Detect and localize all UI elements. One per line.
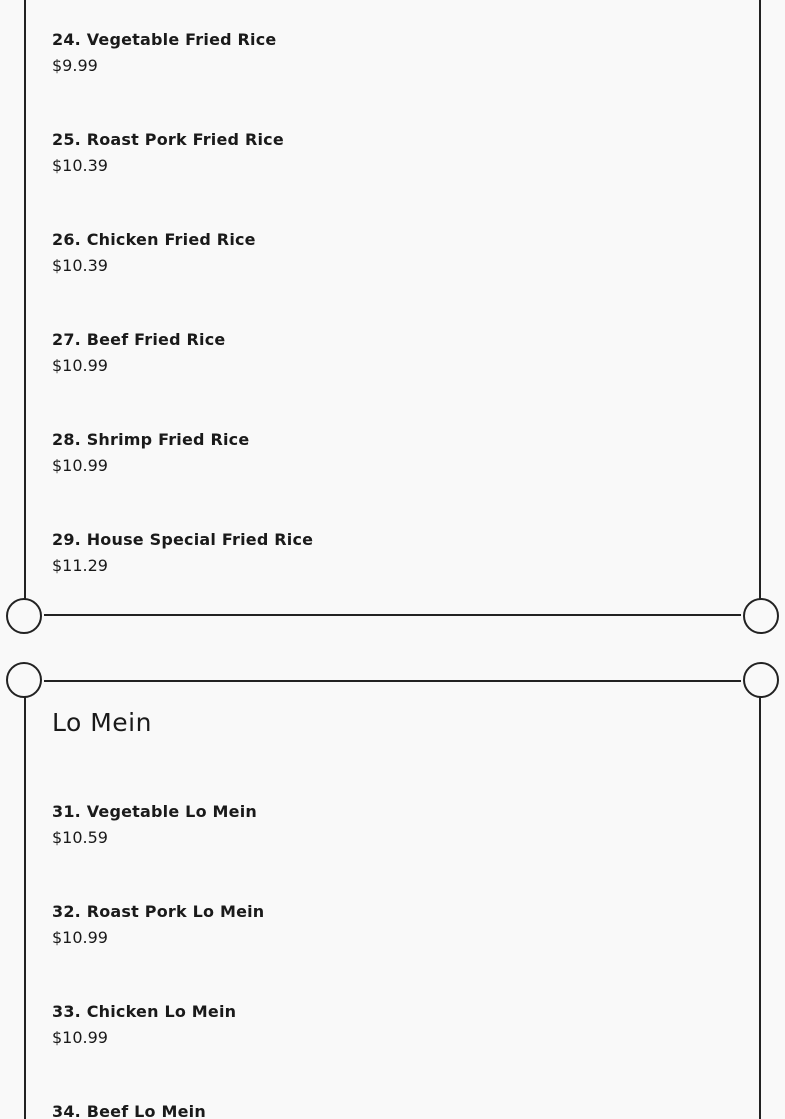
menu-item-name: 28. Shrimp Fried Rice (52, 430, 250, 449)
menu-item-name: 33. Chicken Lo Mein (52, 1002, 237, 1021)
menu-item[interactable] (52, 130, 652, 176)
section-title: Lo Mein (52, 708, 152, 737)
menu-item-price: $10.99 (52, 456, 108, 475)
menu-item[interactable] (52, 802, 652, 848)
menu-item-name: 27. Beef Fried Rice (52, 330, 226, 349)
menu-item[interactable] (52, 1102, 652, 1119)
card-corner-top-right (743, 662, 779, 698)
menu-item-name: 24. Vegetable Fried Rice (52, 30, 277, 49)
menu-item[interactable] (52, 530, 652, 576)
card-corner-bottom-left (6, 598, 42, 634)
menu-item-price: $11.29 (52, 556, 108, 575)
menu-item-name: 31. Vegetable Lo Mein (52, 802, 257, 821)
menu-item[interactable] (52, 430, 652, 476)
menu-item-name: 32. Roast Pork Lo Mein (52, 902, 265, 921)
menu-item[interactable] (52, 1002, 652, 1048)
card-corner-bottom-right (743, 598, 779, 634)
menu-item-name: 29. House Special Fried Rice (52, 530, 314, 549)
menu-section-lo-mein (24, 680, 761, 1119)
menu-section-fried-rice (24, 0, 761, 616)
menu-item-price: $10.59 (52, 828, 108, 847)
menu-item-name: 26. Chicken Fried Rice (52, 230, 256, 249)
menu-item[interactable] (52, 30, 652, 76)
menu-item-name: 25. Roast Pork Fried Rice (52, 130, 284, 149)
menu-item-price: $10.99 (52, 1028, 108, 1047)
menu-item-price: $10.39 (52, 156, 108, 175)
menu-item-price: $9.99 (52, 56, 98, 75)
card-border-bottom (44, 614, 741, 616)
menu-item-price: $10.39 (52, 256, 108, 275)
menu-item[interactable] (52, 230, 652, 276)
menu-item[interactable] (52, 902, 652, 948)
menu-item-price: $10.99 (52, 356, 108, 375)
menu-item-price: $10.99 (52, 928, 108, 947)
card-corner-top-left (6, 662, 42, 698)
card-border-top (44, 680, 741, 682)
menu-item-name: 34. Beef Lo Mein (52, 1102, 206, 1119)
menu-item[interactable] (52, 330, 652, 376)
